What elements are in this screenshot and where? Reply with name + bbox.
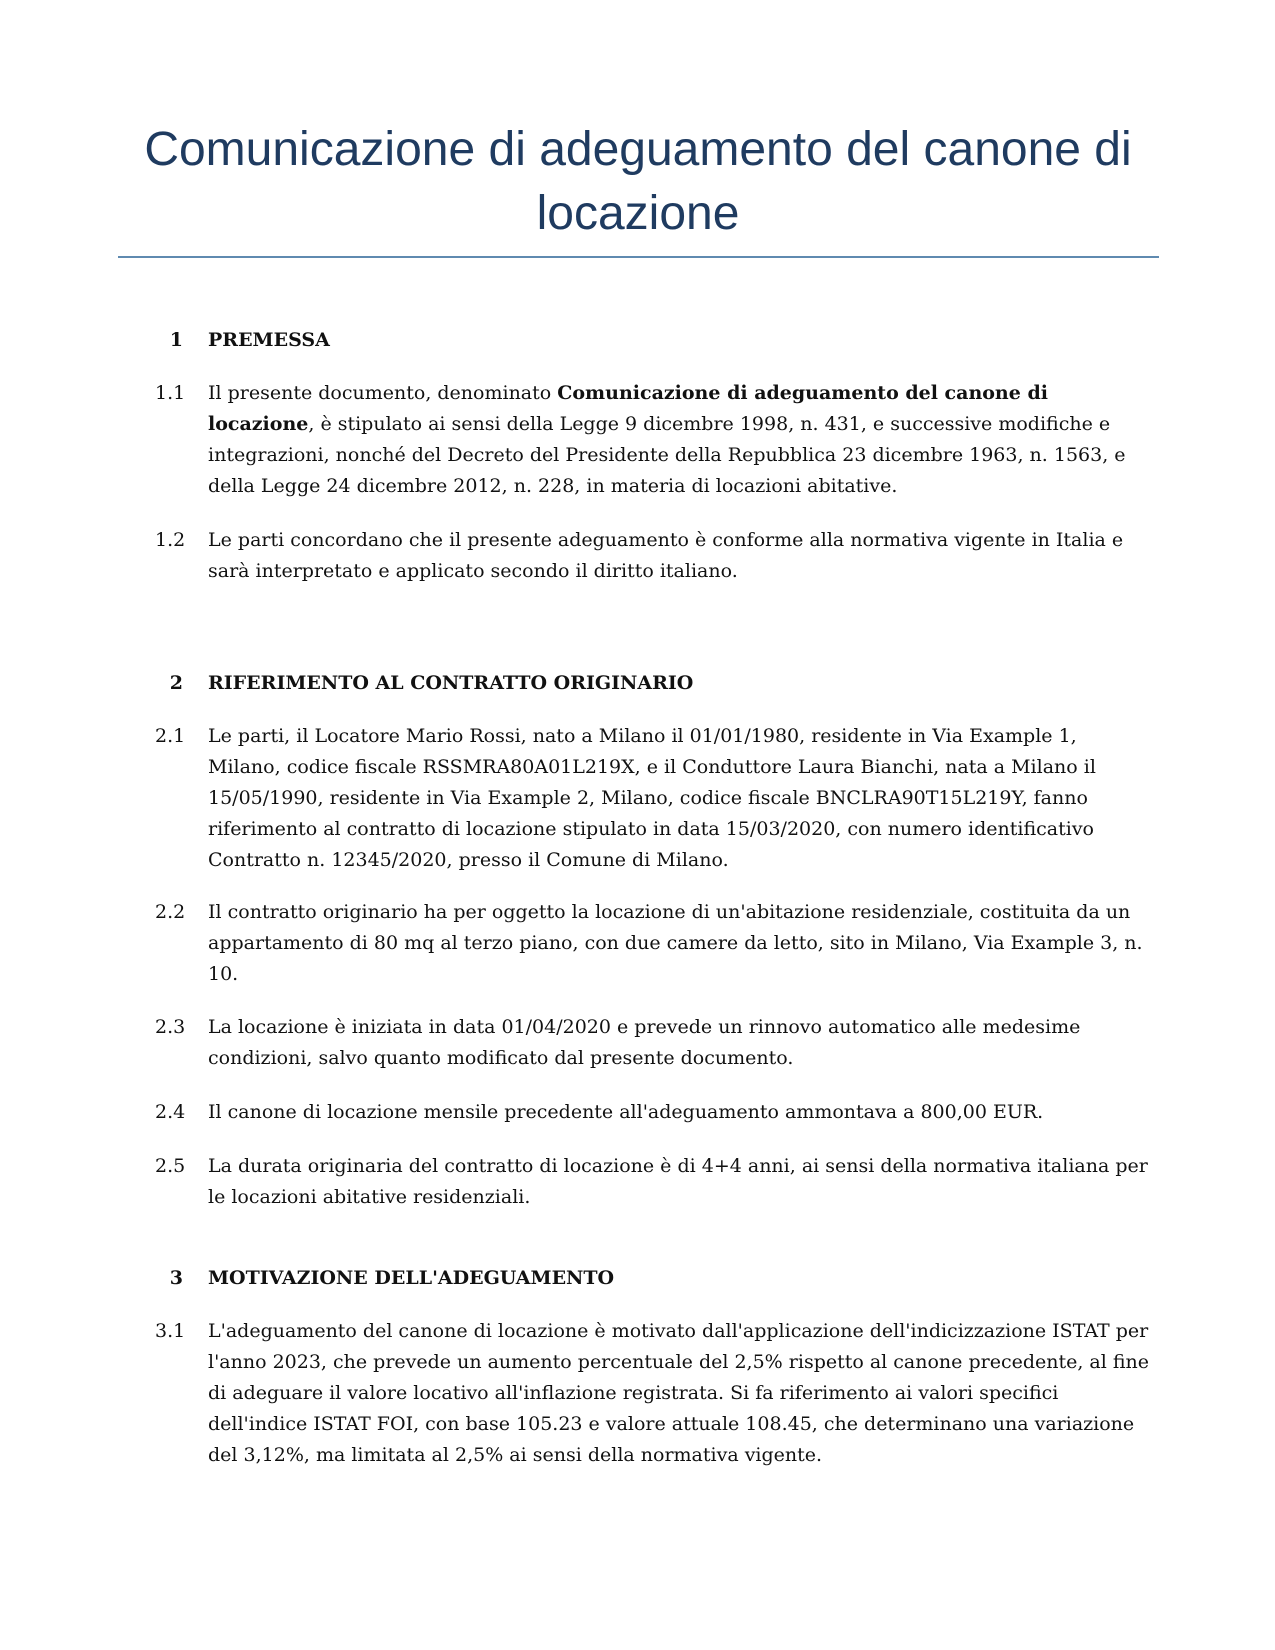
section-number: 2 <box>169 672 183 694</box>
section-number: 3 <box>169 1267 183 1289</box>
clause-text-bold: Comunicazione di adeguamento del canone di locazione <box>208 382 1048 435</box>
clause-text: La durata originaria del contratto di locazione è di 4+4 anni, ai sensi della normativa italiana per le locazioni abitative residenziali. <box>208 1155 1148 1208</box>
clause-number: 1.2 <box>155 529 186 551</box>
clause-text <box>208 378 1150 502</box>
clause-text: La locazione è iniziata in data 01/04/2020 e prevede un rinnovo automatico alle medesime condizioni, salvo quanto modificato dal presente documento. <box>208 1016 1081 1069</box>
section-3-heading <box>150 1264 614 1292</box>
clause-number: 2.4 <box>155 1101 186 1123</box>
clause-number: 2.3 <box>155 1016 186 1038</box>
clause-3-1 <box>150 1316 1150 1471</box>
section-2-heading <box>150 669 693 697</box>
clause-number: 2.2 <box>155 901 186 923</box>
clause-number: 3.1 <box>155 1320 186 1342</box>
section-title: MOTIVAZIONE DELL'ADEGUAMENTO <box>208 1267 615 1289</box>
section-title: PREMESSA <box>208 329 330 351</box>
section-number: 1 <box>169 329 183 351</box>
clause-number: 2.1 <box>155 725 186 747</box>
clause-2-1 <box>150 721 1150 876</box>
clause-2-4 <box>150 1097 1150 1128</box>
clause-1-1 <box>150 378 1150 502</box>
clause-text: Il canone di locazione mensile precedente all'adeguamento ammontava a 800,00 EUR. <box>208 1101 1044 1123</box>
clause-text-part: Il presente documento, denominato <box>208 382 558 404</box>
clause-text-part: , è stipulato ai sensi della Legge 9 dicembre 1998, n. 431, e successive modifiche e integrazioni, nonché del Decreto del Presidente della Repubblica 23 dicembre 1963, n. 1563, e della Legge 24 dicembre 2012, n. 228, in materia di locazioni abitative. <box>208 413 1126 497</box>
clause-number: 2.5 <box>155 1155 186 1177</box>
clause-1-2 <box>150 525 1150 587</box>
clause-text: L'adeguamento del canone di locazione è motivato dall'applicazione dell'indicizzazione ISTAT per l'anno 2023, che prevede un aumento percentuale del 2,5% rispetto al canone precedente, al fine di adeguare il valore locativo all'inflazione registrata. Si fa riferimento ai valori specifici dell'indice ISTAT FOI, con base 105.23 e valore attuale 108.45, che determinano una variazione del 3,12%, ma limitata al 2,5% ai sensi della normativa vigente. <box>208 1320 1150 1466</box>
clause-2-5 <box>150 1151 1150 1213</box>
section-title: RIFERIMENTO AL CONTRATTO ORIGINARIO <box>208 672 694 694</box>
clause-number: 1.1 <box>155 382 186 404</box>
clause-text: Le parti, il Locatore Mario Rossi, nato a Milano il 01/01/1980, residente in Via Example 1, Milano, codice fiscale RSSMRA80A01L219X, e il Conduttore Laura Bianchi, nata a Milano il 15/05/1990, residente in Via Example 2, Milano, codice fiscale BNCLRA90T15L219Y, fanno riferimento al contratto di locazione stipulato in data 15/03/2020, con numero identificativo Contratto n. 12345/2020, presso il Comune di Milano. <box>208 725 1096 871</box>
clause-text: Le parti concordano che il presente adeguamento è conforme alla normativa vigente in Italia e sarà interpretato e applicato secondo il diritto italiano. <box>208 529 1124 582</box>
section-1-heading <box>150 326 330 354</box>
title-underline-divider <box>118 256 1159 258</box>
clause-text: Il contratto originario ha per oggetto la locazione di un'abitazione residenziale, costituita da un appartamento di 80 mq al terzo piano, con due camere da letto, sito in Milano, Via Example 3, n. 10. <box>208 901 1143 985</box>
clause-2-3 <box>150 1012 1150 1074</box>
clause-2-2 <box>150 897 1150 990</box>
document-title: Comunicazione di adeguamento del canone di locazione <box>144 123 1132 240</box>
